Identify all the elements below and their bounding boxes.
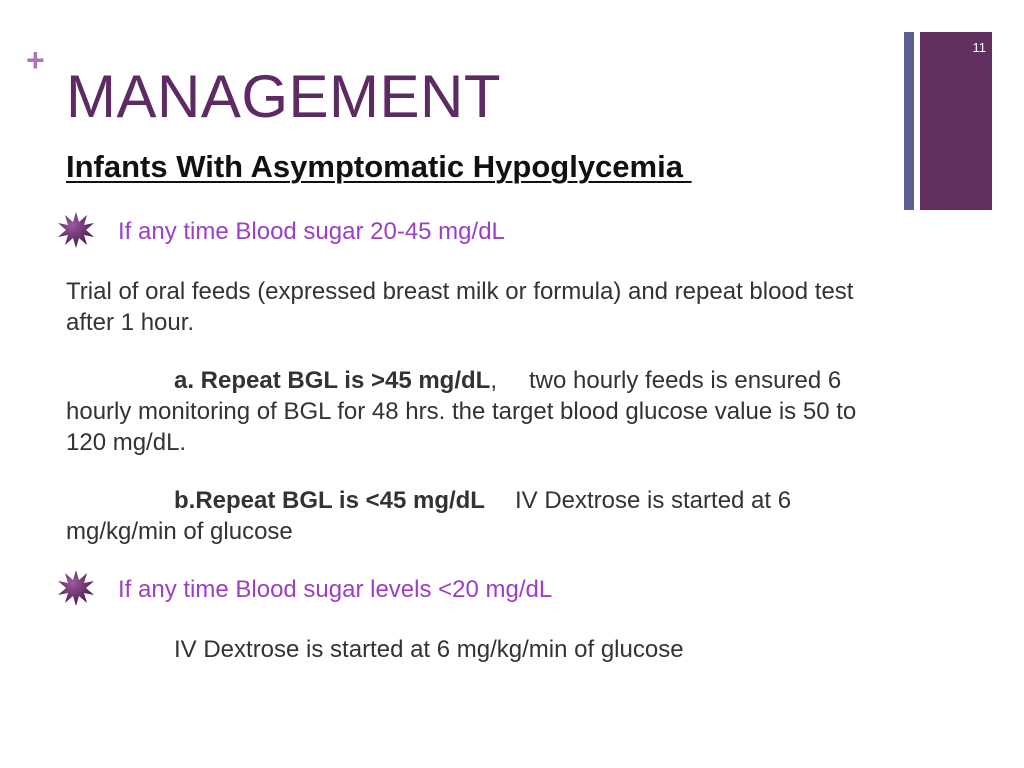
item-a-label: a. Repeat BGL is >45 mg/dL — [174, 367, 491, 394]
accent-box — [920, 32, 992, 210]
bullet-text-1: If any time Blood sugar 20-45 mg/dL — [118, 218, 505, 245]
slide-title: MANAGEMENT — [66, 63, 502, 130]
item-b-label: b.Repeat BGL is <45 mg/dL — [174, 487, 485, 514]
paragraph-item-b — [66, 485, 896, 547]
paragraph-trial: Trial of oral feeds (expressed breast milk or formula) and repeat blood test after 1 hour. — [66, 278, 854, 336]
starburst-bullet-icon — [56, 210, 96, 250]
starburst-bullet-icon — [56, 568, 96, 608]
slide-number: 11 — [972, 40, 986, 55]
plus-icon: + — [26, 42, 45, 78]
paragraph-item-a — [66, 365, 896, 458]
item-a-comma: , — [490, 367, 497, 394]
bullet-text-2: If any time Blood sugar levels <20 mg/dL — [118, 576, 553, 603]
slide-subtitle: Infants With Asymptomatic Hypoglycemia — [66, 149, 692, 184]
final-instruction: IV Dextrose is started at 6 mg/kg/min of glucose — [174, 636, 684, 663]
item-a-text: two hourly feeds is ensured 6 hourly monitoring of BGL for 48 hrs. the target blood glucose value is 50 to 120 mg/dL. — [66, 367, 857, 456]
item-b-text: IV Dextrose is started at 6 mg/kg/min of glucose — [66, 487, 792, 545]
accent-bar — [904, 32, 914, 210]
